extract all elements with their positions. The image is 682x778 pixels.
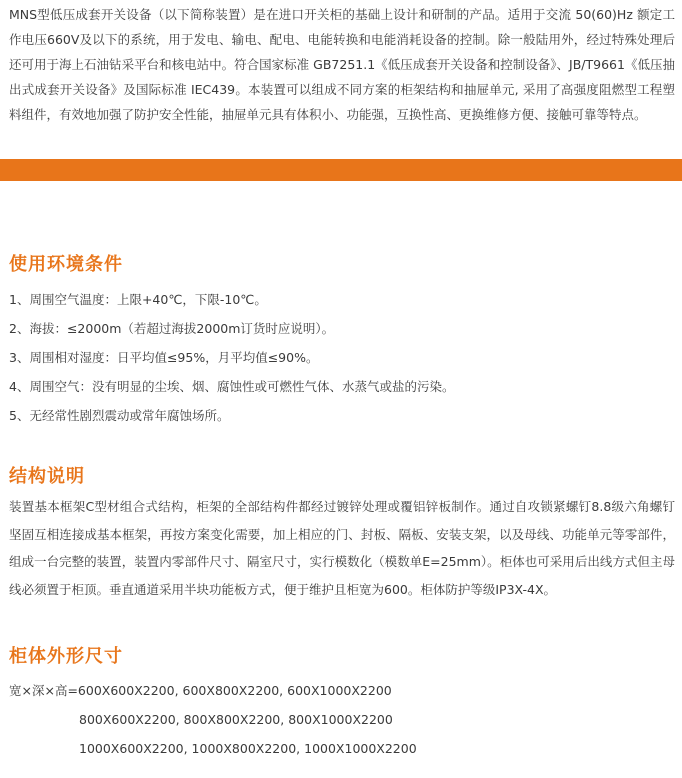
dimensions-values: 1000X600X2200, 1000X800X2200, 1000X1000X2200 xyxy=(79,741,417,756)
dimensions-block xyxy=(9,676,417,763)
list-item: 3、周围相对湿度：日平均值≤95%，月平均值≤90%。 xyxy=(9,350,319,365)
intro-paragraph: MNS型低压成套开关设备（以下简称装置）是在进口开关柜的基础上设计和研制的产品。适用于交流 50(60)Hz 额定工作电压660V及以下的系统，用于发电、输电、配电、电能转换和电能消耗设备的控制。除一般陆用外，经过特殊处理后还可用于海上石油钻采平台和核电站中。符合国家标准 GB7251.1《低压成套开关设备和控制设备》、JB/T9661《低压抽出式成套开关设备》及国际标准 IEC439。本装置可以组成不同方案的柜架结构和抽屉单元, 采用了高强度阻燃型工程塑料组件，有效地加强了防护安全性能，抽屉单元具有体积小、功能强，互换性高、更换维修方便、接触可靠等特点。 xyxy=(9,7,675,122)
list-item: 4、周围空气：没有明显的尘埃、烟、腐蚀性或可燃性气体、水蒸气或盐的污染。 xyxy=(9,379,455,394)
dimensions-row xyxy=(9,705,417,734)
structure-heading: 结构说明 xyxy=(9,466,85,487)
list-item: 5、无经常性剧烈震动或常年腐蚀场所。 xyxy=(9,408,230,423)
dimensions-label: 宽×深×高= xyxy=(9,683,78,698)
orange-divider-band xyxy=(0,159,682,181)
dimensions-values: 600X600X2200, 600X800X2200, 600X1000X2200 xyxy=(77,683,392,698)
structure-paragraph: 装置基本框架C型材组合式结构，柜架的全部结构件都经过镀锌处理或覆铝锌板制作。通过自攻锁紧螺钉8.8级六角螺钉坚固互相连接成基本框架，再按方案变化需要，加上相应的门、封板、隔板、安装支架，以及母线、功能单元等零部件，组成一台完整的装置，装置内零部件尺寸、隔室尺寸，实行模数化（模数单E=25mm）。柜体也可采用后出线方式但主母线必须置于柜顶。垂直通道采用半块功能板方式，便于维护且柜宽为600。柜体防护等级IP3X-4X。 xyxy=(9,499,675,597)
list-item: 1、周围空气温度：上限+40℃，下限-10℃。 xyxy=(9,292,267,307)
dimensions-row xyxy=(9,734,417,763)
list-item: 2、海拔：≤2000m（若超过海拔2000m订货时应说明）。 xyxy=(9,321,335,336)
env-conditions-heading: 使用环境条件 xyxy=(9,254,123,275)
dimensions-heading: 柜体外形尺寸 xyxy=(9,646,123,667)
env-conditions-list xyxy=(9,285,454,430)
dimensions-values: 800X600X2200, 800X800X2200, 800X1000X2200 xyxy=(79,712,393,727)
dimensions-row xyxy=(9,676,417,705)
